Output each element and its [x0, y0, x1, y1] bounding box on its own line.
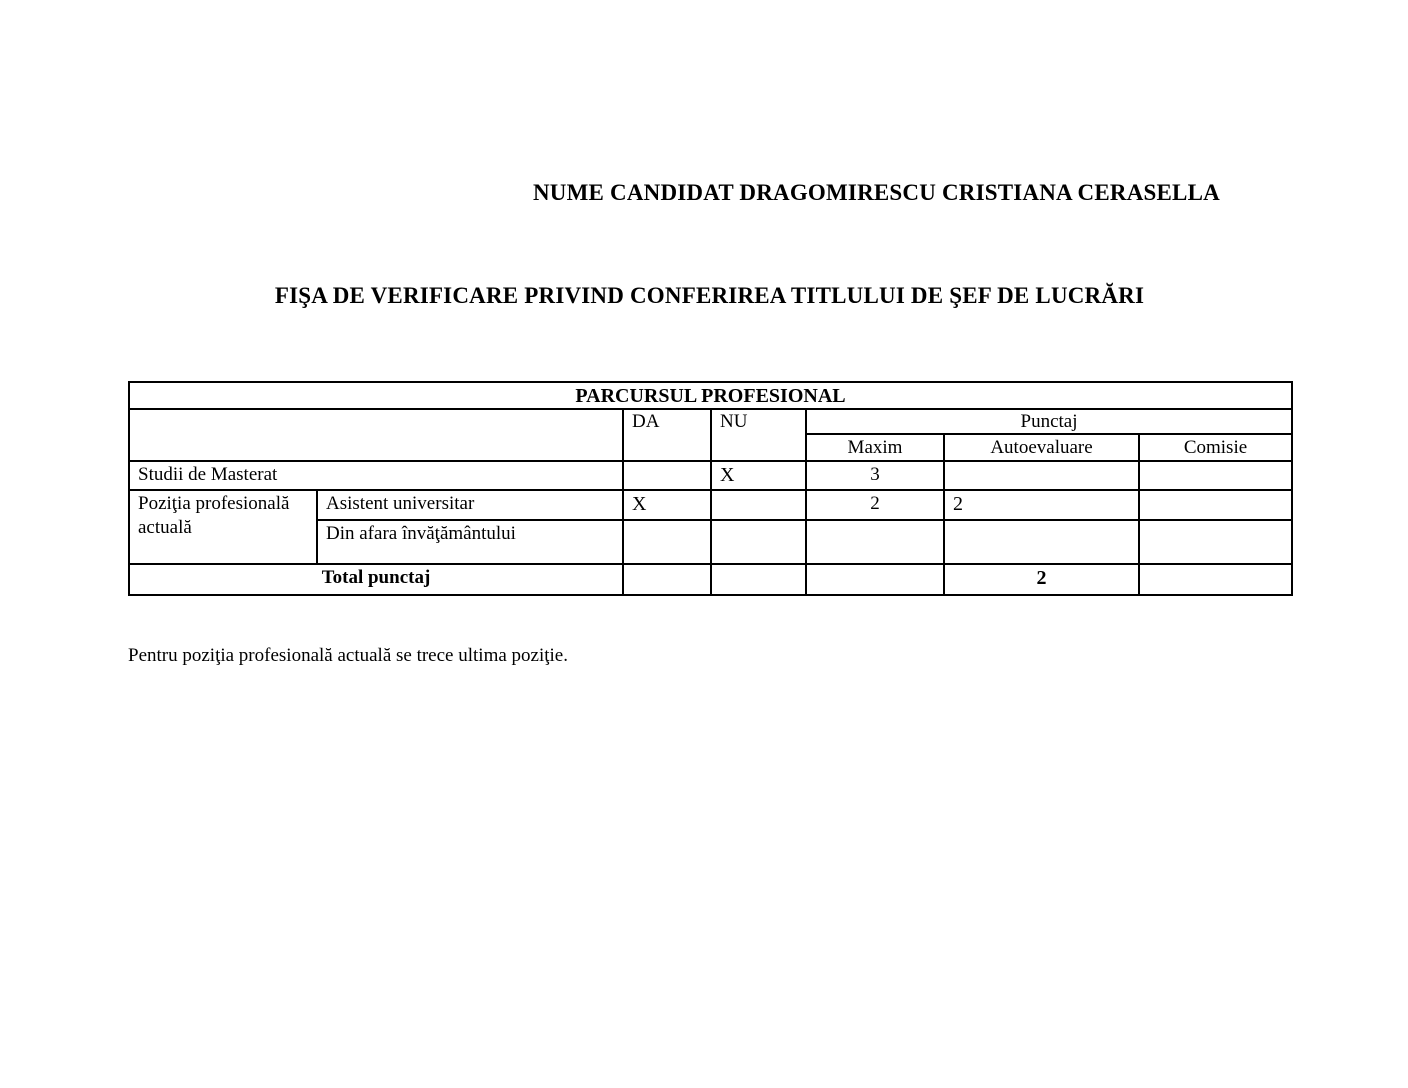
header-maxim: Maxim	[806, 434, 944, 461]
parcursul-profesional-table	[128, 381, 1293, 596]
table-row-studii-de-masterat	[129, 461, 1292, 490]
candidate-name-line: NUME CANDIDAT DRAGOMIRESCU CRISTIANA CERASELLA	[533, 180, 1220, 205]
cell-asistent-comisie	[1139, 490, 1292, 520]
cell-total-da	[623, 564, 711, 595]
header-empty-cell	[129, 409, 623, 461]
header-comisie: Comisie	[1139, 434, 1292, 461]
form-title: FIŞA DE VERIFICARE PRIVIND CONFERIREA TITLULUI DE ŞEF DE LUCRĂRI	[274, 283, 1145, 308]
cell-dinafara-maxim	[806, 520, 944, 564]
cell-studii-autoevaluare	[944, 461, 1139, 490]
header-nu: NU	[711, 409, 806, 461]
cell-total-maxim	[806, 564, 944, 595]
cell-total-nu	[711, 564, 806, 595]
header-punctaj: Punctaj	[806, 409, 1292, 434]
cell-dinafara-autoevaluare	[944, 520, 1139, 564]
cell-studii-label: Studii de Masterat	[129, 461, 623, 490]
cell-total-comisie	[1139, 564, 1292, 595]
cell-asistent-autoevaluare: 2	[944, 490, 1139, 520]
cell-studii-da	[623, 461, 711, 490]
cell-dinafara-comisie	[1139, 520, 1292, 564]
header-row-1	[129, 409, 1292, 434]
cell-dinafara-label: Din afara învăţământului	[317, 520, 623, 564]
cell-asistent-nu	[711, 490, 806, 520]
table-title: PARCURSUL PROFESIONAL	[129, 382, 1292, 409]
cell-total-label: Total punctaj	[129, 564, 623, 595]
header-autoevaluare: Autoevaluare	[944, 434, 1139, 461]
footnote-text: Pentru poziţia profesională actuală se trece ultima poziţie.	[128, 645, 568, 666]
table-title-row	[129, 382, 1292, 409]
cell-studii-nu: X	[711, 461, 806, 490]
cell-asistent-da: X	[623, 490, 711, 520]
cell-studii-comisie	[1139, 461, 1292, 490]
cell-dinafara-nu	[711, 520, 806, 564]
table-row-total-punctaj	[129, 564, 1292, 595]
cell-asistent-maxim: 2	[806, 490, 944, 520]
cell-total-autoevaluare: 2	[944, 564, 1139, 595]
cell-studii-maxim: 3	[806, 461, 944, 490]
cell-dinafara-da	[623, 520, 711, 564]
table-row-asistent-universitar	[129, 490, 1292, 520]
header-da: DA	[623, 409, 711, 461]
cell-asistent-label: Asistent universitar	[317, 490, 623, 520]
cell-pozitia-group-label: Poziţia profesională actuală	[129, 490, 317, 564]
